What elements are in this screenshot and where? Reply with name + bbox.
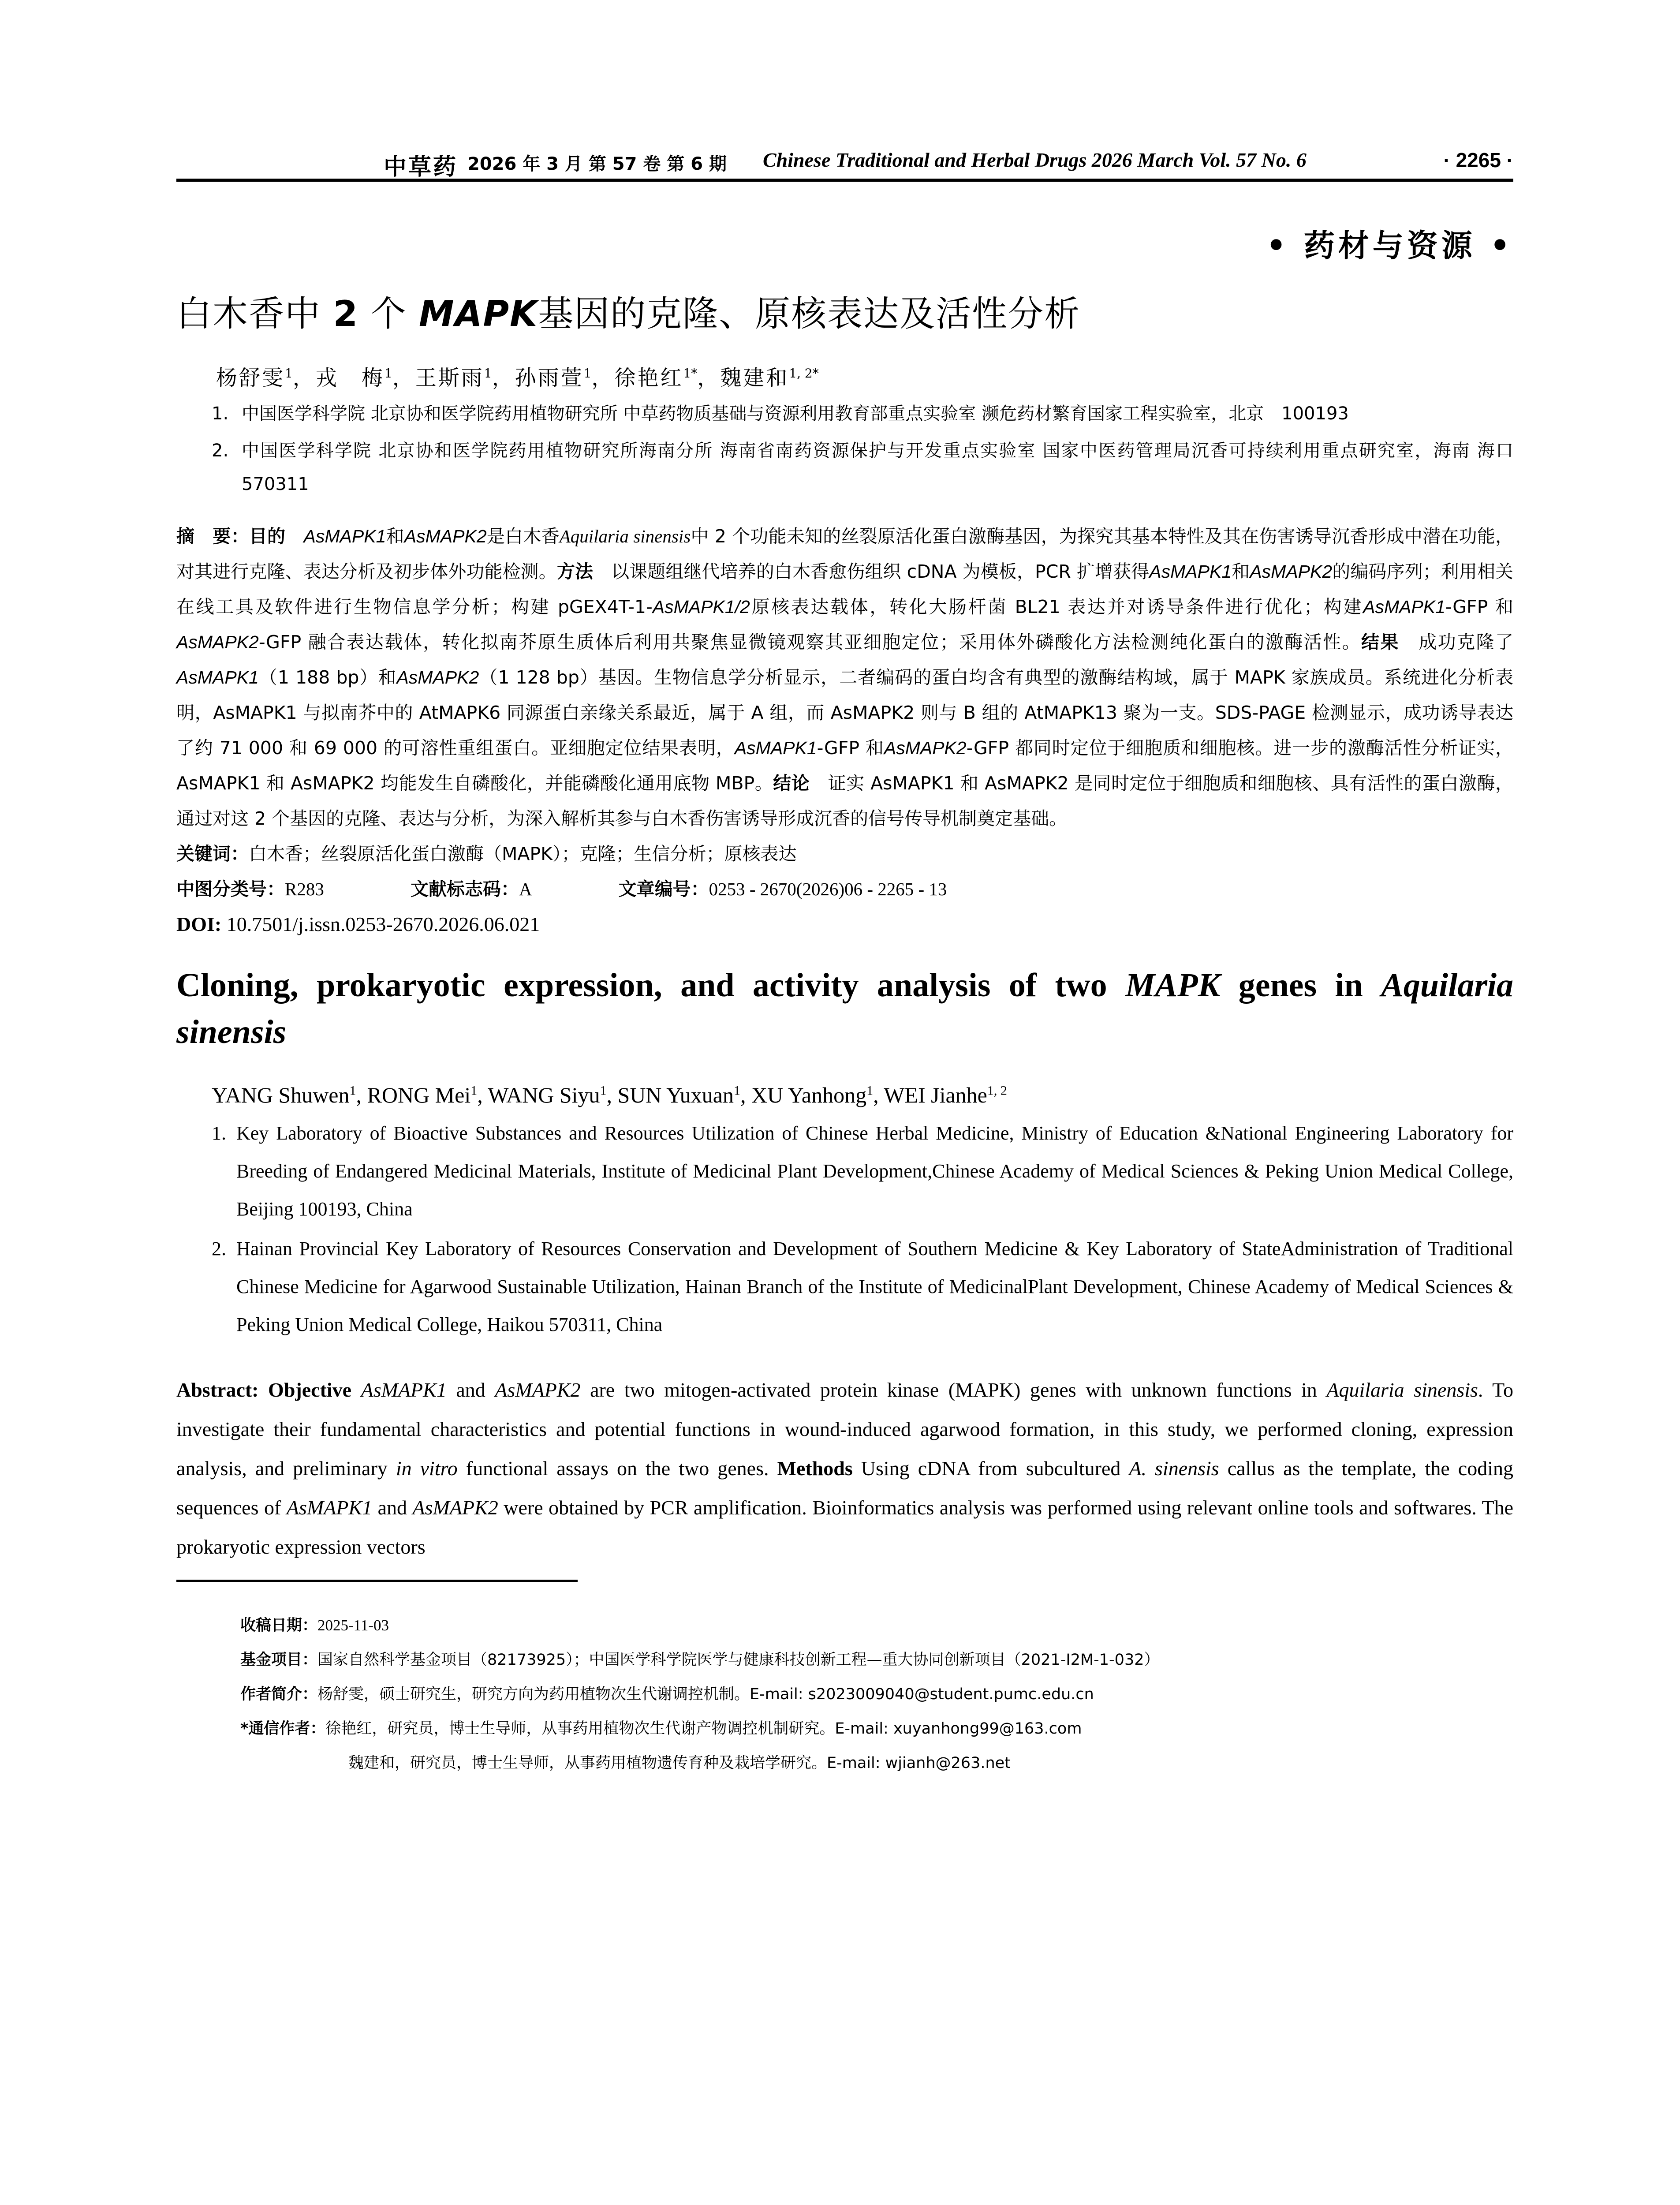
affiliation-text: Key Laboratory of Bioactive Substances and Resources Utilization of Chinese Herbal Medicine, Ministry of Education &National Engineering Laboratory for Breeding of Endangered Medicinal Materials, Institute of Medicinal Plant Development,Chinese Academy of Medical Sciences & Peking Union Medical College, Beijing 100193, China bbox=[236, 1122, 1513, 1220]
text-segment: -GFP 融合表达载体，转化拟南芥原生质体后利用共聚焦显微镜观察其亚细胞定位；采用体外磷酸化方法检测纯化蛋白的激酶活性。 bbox=[258, 632, 1362, 653]
fund-text: 国家自然科学基金项目（82173925）；中国医学科学院医学与健康科技创新工程—重大协同创新项目（2021-I2M-1-032） bbox=[317, 1651, 1160, 1669]
title-cn-part: 个 bbox=[370, 293, 407, 334]
text-segment: AsMAPK1 bbox=[1363, 597, 1445, 617]
title-cn-gene: MAPK bbox=[418, 293, 538, 334]
text-segment: AsMAPK1/2 bbox=[652, 597, 750, 617]
author-affiliation-mark: 1 bbox=[285, 366, 293, 381]
doi-line bbox=[176, 907, 1513, 942]
author-separator: , bbox=[477, 1083, 488, 1107]
author-affiliation-mark: 1 bbox=[349, 1083, 356, 1098]
corr-text-1: 徐艳红，研究员，博士生导师，从事药用植物次生代谢产物调控机制研究。E-mail: xuyanhong99@163.com bbox=[325, 1720, 1082, 1738]
affiliation-text: Hainan Provincial Key Laboratory of Resources Conservation and Development of Southern Medicine & Key Laboratory of StateAdministration of Traditional Chinese Medicine for Agarwood Sustainable Utilization, Hainan Branch of the Institute of MedicinalPlant Development, Chinese Academy of Medical Sciences & Peking Union Medical College, Haikou 570311, China bbox=[236, 1238, 1513, 1335]
title-en bbox=[176, 962, 1513, 1055]
text-segment: 和 bbox=[386, 526, 404, 547]
author-name: 杨舒雯 bbox=[216, 366, 285, 390]
author-name: 孙雨萱 bbox=[515, 366, 584, 390]
text-segment: Methods bbox=[777, 1457, 853, 1480]
text-segment: callus as the template, the coding sequences of bbox=[176, 1457, 1514, 1519]
title-cn bbox=[176, 290, 1513, 338]
abstract-en-label: Abstract: bbox=[176, 1379, 259, 1401]
text-segment: -GFP 和 bbox=[1445, 596, 1513, 617]
footnote-corresponding bbox=[240, 1712, 1513, 1746]
content-column bbox=[176, 146, 1531, 1780]
footnote-received bbox=[240, 1608, 1513, 1643]
affiliation-number: 2. bbox=[212, 1238, 226, 1259]
text-segment: 中 2 个功能未知的丝裂原活化蛋白激酶基因，为探究其基本特性及其在伤害诱导沉香形成中潜在功能，对其进行克隆、表达分析及初步体外功能检测。 bbox=[176, 526, 1514, 582]
affiliation-en-2 bbox=[212, 1230, 1513, 1344]
author-affiliation-mark: 1 bbox=[484, 366, 492, 381]
footnote-corresponding-2 bbox=[348, 1746, 1513, 1780]
author-affiliation-mark: 1 bbox=[470, 1083, 478, 1098]
author-name: 徐艳红 bbox=[614, 366, 683, 390]
affiliation-text: 中国医学科学院 北京协和医学院药用植物研究所海南分所 海南省南药资源保护与开发重点实验室 国家中医药管理局沉香可持续利用重点研究室，海南 海口 570311 bbox=[242, 441, 1531, 494]
author-separator: ， bbox=[392, 366, 415, 390]
title-en-species: Aquilaria sinensis bbox=[176, 967, 1514, 1050]
author-name: YANG Shuwen bbox=[212, 1083, 350, 1107]
text-segment: AsMAPK1 bbox=[361, 1379, 447, 1401]
author-name: XU Yanhong bbox=[751, 1083, 867, 1107]
doc-code-value: A bbox=[519, 879, 532, 899]
title-en-gene: MAPK bbox=[1125, 967, 1221, 1004]
authors-en bbox=[212, 1077, 1513, 1113]
text-segment: . To investigate their fundamental characteristics and potential functions in wound-induced agarwood formation, in this study, we performed cloning, expression analysis, and preliminary bbox=[176, 1379, 1514, 1480]
author-separator: , bbox=[873, 1083, 884, 1107]
text-segment bbox=[351, 1379, 361, 1401]
text-segment: 以课题组继代培养的白木香愈伤组织 cDNA 为模板，PCR 扩增获得 bbox=[593, 561, 1150, 582]
text-segment: AsMAPK2 bbox=[1250, 561, 1333, 582]
text-segment: AsMAPK2 bbox=[404, 526, 487, 546]
section-tag: • 药材与资源 • bbox=[1266, 228, 1513, 264]
text-segment: 是白木香 bbox=[486, 526, 560, 547]
text-segment: AsMAPK2 bbox=[495, 1379, 581, 1401]
author-affiliation-mark: 1 bbox=[583, 366, 592, 381]
doc-code-label: 文献标志码： bbox=[410, 878, 519, 900]
text-segment: （1 188 bp）和 bbox=[258, 667, 397, 688]
author-name: WEI Jianhe bbox=[884, 1083, 987, 1107]
text-segment: -GFP 都同时定位于细胞质和细胞核。进一步的激酶活性分析证实，AsMAPK1 和 AsMAPK2 均能发生自磷酸化，并能磷酸化通用底物 MBP。 bbox=[176, 737, 1513, 794]
author-separator: , bbox=[356, 1083, 367, 1107]
title-cn-part: 基因的克隆、原核表达及活性分析 bbox=[538, 293, 1081, 334]
results-text bbox=[176, 632, 1513, 794]
author-affiliation-mark: 1 bbox=[384, 366, 392, 381]
issue-info-cn: 2026 年 3 月 第 57 卷 第 6 期 bbox=[467, 154, 727, 174]
author-affiliation-mark: 1* bbox=[683, 366, 698, 381]
text-segment: （1 128 bp）基因。生物信息学分析显示，二者编码的蛋白均含有典型的激酶结构域，属于 MAPK 家族成员。系统进化分析表明，AsMAPK1 与拟南芥中的 AtMAPK6 同源蛋白亲缘关系最近，属于 A 组，而 AsMAPK2 则与 B 组的 AtMAPK13 聚为一支。SDS-PAGE 检测显示，成功诱导表达了约 71 000 和 69 000 的可溶性重组蛋白。亚细胞定位结果表明， bbox=[176, 667, 1513, 759]
page-number: · 2265 · bbox=[1443, 149, 1513, 172]
objective-label: 目的 bbox=[249, 526, 286, 547]
clc-value: R283 bbox=[285, 879, 324, 899]
text-segment: AsMAPK1 bbox=[734, 738, 817, 758]
doi-value[interactable]: 10.7501/j.issn.0253-2670.2026.06.021 bbox=[226, 913, 540, 935]
text-segment: AsMAPK1 bbox=[286, 1496, 373, 1519]
header-rule bbox=[176, 179, 1513, 182]
text-segment: 的编码序列；利用相关在线工具及软件进行生物信息学分析；构建 pGEX4T-1- bbox=[176, 561, 1514, 617]
article-id-label: 文章编号： bbox=[618, 878, 709, 900]
text-segment: functional assays on the two genes. bbox=[457, 1457, 777, 1480]
doi-label: DOI: bbox=[176, 913, 222, 935]
affiliation-number: 2. bbox=[212, 441, 229, 461]
author-name: WANG Siyu bbox=[488, 1083, 600, 1107]
author-name: 戎 梅 bbox=[315, 366, 385, 390]
affiliation-number: 1. bbox=[212, 1122, 226, 1144]
text-segment: Aquilaria sinensis bbox=[559, 526, 691, 546]
text-segment: -GFP 和 bbox=[817, 737, 884, 759]
results-label: 结果 bbox=[1361, 632, 1400, 653]
text-segment: and bbox=[446, 1379, 495, 1401]
received-date: 2025-11-03 bbox=[317, 1617, 389, 1634]
title-en-part: genes in bbox=[1238, 967, 1363, 1004]
objective-en-label: Objective bbox=[268, 1379, 352, 1401]
author-name: SUN Yuxuan bbox=[617, 1083, 734, 1107]
author-separator: ， bbox=[697, 366, 721, 390]
conclusion-text: 证实 AsMAPK1 和 AsMAPK2 是同时定位于细胞质和细胞核、具有活性的蛋白激酶，通过对这 2 个基因的克隆、表达与分析，为深入解析其参与白木香伤害诱导形成沉香的信号传导机制奠定基础。 bbox=[176, 773, 1513, 829]
text-segment: 和 bbox=[1232, 561, 1250, 582]
abstract-cn bbox=[176, 519, 1513, 836]
abstract-en-text bbox=[176, 1379, 1513, 1558]
author-affiliation-mark: 1 bbox=[866, 1083, 874, 1098]
abstract-label: 摘 要： bbox=[176, 526, 249, 547]
text-segment bbox=[285, 526, 303, 547]
author-name: RONG Mei bbox=[367, 1083, 471, 1107]
corr-text-2: 魏建和，研究员，博士生导师，从事药用植物遗传育种及栽培学研究。E-mail: wjianh@263.net bbox=[348, 1754, 1011, 1772]
text-segment: AsMAPK2 bbox=[884, 738, 967, 758]
author-separator: ， bbox=[292, 366, 316, 390]
keywords-label: 关键词： bbox=[176, 843, 249, 864]
title-cn-part: 白木香中 bbox=[176, 293, 321, 334]
article-id-value: 0253 - 2670(2026)06 - 2265 - 13 bbox=[709, 879, 947, 899]
author-separator: , bbox=[606, 1083, 618, 1107]
bio-label: 作者简介： bbox=[240, 1686, 318, 1703]
abstract-en bbox=[176, 1370, 1513, 1566]
author-name: 魏建和 bbox=[720, 366, 789, 390]
author-affiliation-mark: 1 bbox=[600, 1083, 607, 1098]
text-segment: A. sinensis bbox=[1129, 1457, 1219, 1480]
text-segment: were obtained by PCR amplification. Bioinformatics analysis was performed using relevant online tools and softwares. The prokaryotic expression vectors bbox=[176, 1496, 1513, 1558]
text-segment: AsMAPK2 bbox=[412, 1496, 498, 1519]
text-segment: AsMAPK1 bbox=[176, 667, 259, 688]
received-label: 收稿日期： bbox=[240, 1617, 318, 1634]
classification-line bbox=[176, 871, 1513, 907]
conclusion-label: 结论 bbox=[773, 773, 810, 794]
clc-label: 中图分类号： bbox=[176, 878, 285, 900]
running-header bbox=[176, 146, 1513, 180]
footnote-rule bbox=[176, 1580, 578, 1582]
text-segment: 原核表达载体，转化大肠杆菌 BL21 表达并对诱导条件进行优化；构建 bbox=[750, 596, 1363, 617]
methods-label: 方法 bbox=[556, 561, 594, 582]
text-segment: and bbox=[372, 1496, 413, 1519]
title-cn-number: 2 bbox=[333, 293, 359, 334]
affiliation-cn-2 bbox=[212, 434, 1531, 501]
keywords-text: 白木香；丝裂原活化蛋白激酶（MAPK）；克隆；生信分析；原核表达 bbox=[249, 843, 797, 864]
author-affiliation-mark: 1, 2 bbox=[987, 1083, 1007, 1098]
author-affiliation-mark: 1 bbox=[733, 1083, 740, 1098]
affiliation-en-1 bbox=[212, 1114, 1513, 1228]
affiliation-number: 1. bbox=[212, 404, 229, 424]
author-separator: , bbox=[740, 1083, 751, 1107]
keywords bbox=[176, 836, 1513, 871]
author-separator: ， bbox=[591, 366, 615, 390]
author-separator: ， bbox=[492, 366, 515, 390]
text-segment: 成功克隆了 bbox=[1399, 632, 1514, 653]
footnote-author-bio bbox=[240, 1677, 1513, 1712]
author-name: 王斯雨 bbox=[415, 366, 484, 390]
text-segment: AsMAPK1 bbox=[303, 526, 386, 546]
title-en-part: Cloning, prokaryotic expression, and activity analysis of two bbox=[176, 967, 1107, 1004]
affiliation-text: 中国医学科学院 北京协和医学院药用植物研究所 中草药物质基础与资源利用教育部重点实验室 濒危药材繁育国家工程实验室，北京 100193 bbox=[242, 404, 1349, 424]
text-segment: Aquilaria sinensis bbox=[1326, 1379, 1478, 1401]
text-segment: Using cDNA from subcultured bbox=[852, 1457, 1129, 1480]
authors-cn bbox=[216, 363, 1513, 393]
affiliation-cn-1 bbox=[212, 397, 1513, 430]
text-segment: AsMAPK2 bbox=[176, 632, 259, 652]
text-segment: are two mitogen-activated protein kinase (MAPK) genes with unknown functions in bbox=[580, 1379, 1327, 1401]
fund-label: 基金项目： bbox=[240, 1651, 318, 1669]
footnote-fund bbox=[240, 1643, 1513, 1677]
journal-info-en: Chinese Traditional and Herbal Drugs 2026 March Vol. 57 No. 6 bbox=[763, 149, 1307, 171]
text-segment: in vitro bbox=[396, 1457, 458, 1480]
journal-name-cn: 中草药 bbox=[384, 153, 458, 180]
text-segment: AsMAPK2 bbox=[396, 667, 479, 688]
bio-text: 杨舒雯，硕士研究生，研究方向为药用植物次生代谢调控机制。E-mail: s2023009040@student.pumc.edu.cn bbox=[317, 1686, 1094, 1703]
text-segment: AsMAPK1 bbox=[1149, 561, 1232, 582]
corr-label: *通信作者： bbox=[240, 1720, 326, 1738]
author-affiliation-mark: 1, 2* bbox=[789, 366, 819, 381]
